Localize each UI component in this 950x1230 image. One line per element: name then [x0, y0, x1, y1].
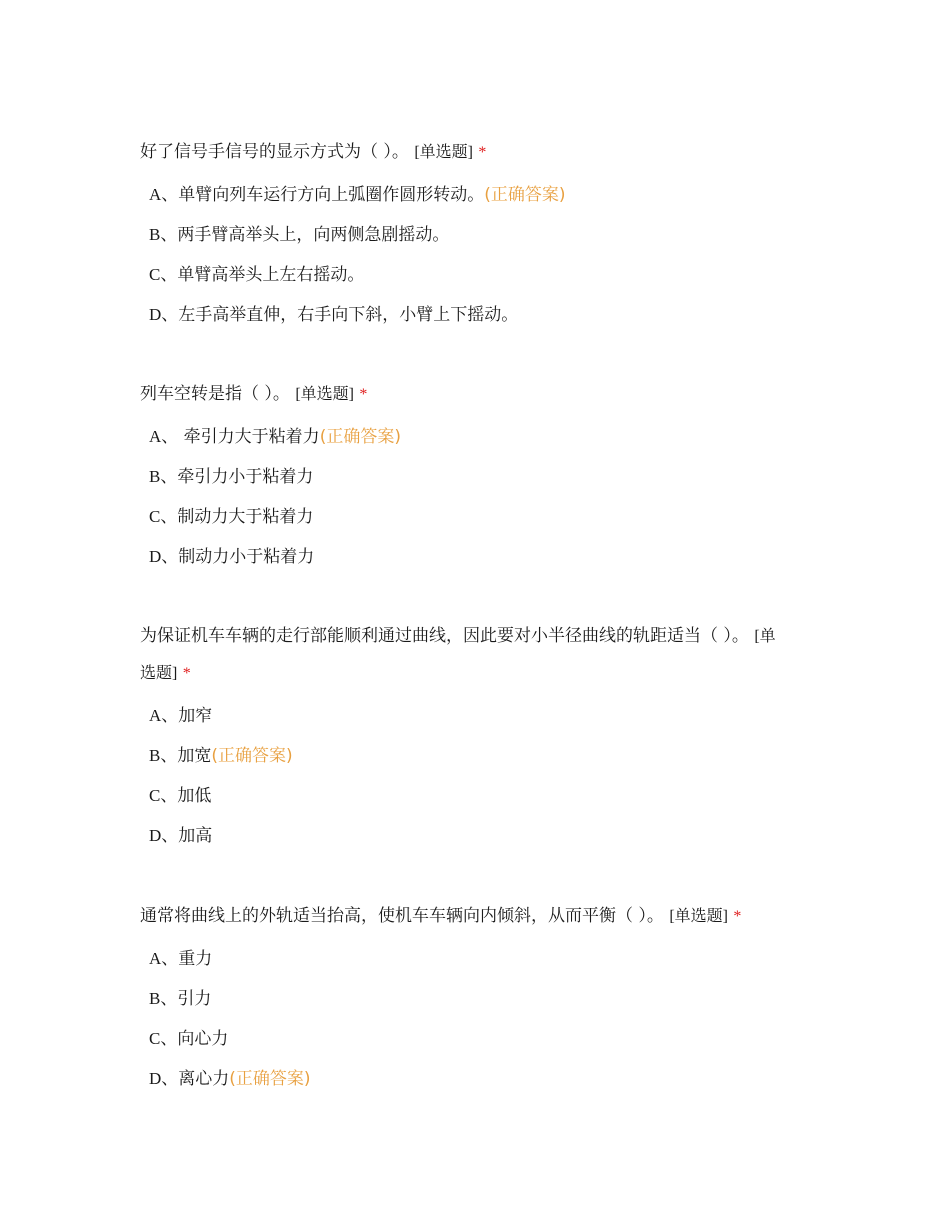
option-b[interactable] — [149, 979, 790, 1019]
option-text: 加宽 — [177, 746, 212, 766]
option-text: 牵引力大于粘着力 — [178, 427, 320, 447]
correct-answer-tag: (正确答案) — [319, 427, 401, 447]
question-stem — [140, 376, 790, 413]
question-type-label: [单选题] — [414, 144, 473, 161]
question-stem — [140, 134, 790, 171]
options-list — [140, 696, 790, 856]
option-text: 加窄 — [178, 706, 213, 726]
option-letter: D、 — [149, 1069, 179, 1088]
option-letter: B、 — [149, 467, 178, 486]
question-text: 通常将曲线上的外轨适当抬高，使机车车辆向内倾斜，从而平衡（ ）。 — [140, 906, 664, 926]
question-text: 好了信号手信号的显示方式为（ ）。 — [140, 142, 409, 162]
option-a[interactable] — [149, 417, 790, 457]
option-c[interactable] — [149, 1019, 790, 1059]
option-letter: A、 — [149, 706, 179, 725]
option-a[interactable] — [149, 696, 790, 736]
option-letter: A、 — [149, 185, 179, 204]
option-b[interactable] — [149, 457, 790, 497]
option-letter: C、 — [149, 786, 178, 805]
option-d[interactable] — [149, 816, 790, 856]
correct-answer-tag: (正确答案) — [229, 1069, 311, 1089]
option-b[interactable] — [149, 736, 790, 776]
option-text: 离心力 — [178, 1069, 230, 1089]
option-text: 左手高举直伸，右手向下斜，小臂上下摇动。 — [178, 305, 519, 325]
option-letter: D、 — [149, 305, 179, 324]
option-letter: A、 — [149, 949, 179, 968]
option-c[interactable] — [149, 497, 790, 537]
option-text: 向心力 — [177, 1029, 229, 1049]
option-letter: C、 — [149, 265, 178, 284]
option-c[interactable] — [149, 776, 790, 816]
option-letter: C、 — [149, 1029, 178, 1048]
option-letter: D、 — [149, 547, 179, 566]
option-text: 制动力小于粘着力 — [178, 547, 315, 567]
option-text: 两手臂高举头上，向两侧急剧摇动。 — [177, 225, 450, 245]
required-mark: * — [182, 665, 191, 682]
option-letter: B、 — [149, 225, 178, 244]
option-text: 加低 — [177, 786, 212, 806]
option-text: 引力 — [177, 989, 212, 1009]
option-d[interactable] — [149, 1059, 790, 1099]
option-letter: D、 — [149, 826, 179, 845]
option-text: 单臂高举头上左右摇动。 — [177, 265, 365, 285]
required-mark: * — [359, 386, 368, 403]
option-text: 制动力大于粘着力 — [177, 507, 314, 527]
question-3 — [140, 618, 790, 856]
question-stem — [140, 618, 790, 692]
options-list — [140, 175, 790, 335]
option-text: 单臂向列车运行方向上弧圈作圆形转动。 — [178, 185, 485, 205]
question-1 — [140, 134, 790, 335]
option-text: 牵引力小于粘着力 — [177, 467, 314, 487]
question-type-label: [单选题] — [140, 628, 776, 682]
question-stem — [140, 898, 790, 935]
correct-answer-tag: (正确答案) — [211, 746, 293, 766]
options-list — [140, 939, 790, 1099]
question-type-label: [单选题] — [295, 386, 354, 403]
option-a[interactable] — [149, 175, 790, 215]
correct-answer-tag: (正确答案) — [484, 185, 566, 205]
question-text: 为保证机车车辆的走行部能顺利通过曲线，因此要对小半径曲线的轨距适当（ ）。 — [140, 626, 749, 646]
option-b[interactable] — [149, 215, 790, 255]
option-text: 加高 — [178, 826, 213, 846]
option-letter: B、 — [149, 746, 178, 765]
option-letter: C、 — [149, 507, 178, 526]
option-text: 重力 — [178, 949, 213, 969]
option-d[interactable] — [149, 295, 790, 335]
required-mark: * — [733, 908, 742, 925]
required-mark: * — [478, 144, 487, 161]
question-type-label: [单选题] — [669, 908, 728, 925]
question-2 — [140, 376, 790, 577]
option-a[interactable] — [149, 939, 790, 979]
option-d[interactable] — [149, 537, 790, 577]
option-c[interactable] — [149, 255, 790, 295]
options-list — [140, 417, 790, 577]
option-letter: B、 — [149, 989, 178, 1008]
option-letter: A、 — [149, 427, 179, 446]
question-4 — [140, 898, 790, 1099]
question-text: 列车空转是指（ ）。 — [140, 384, 290, 404]
